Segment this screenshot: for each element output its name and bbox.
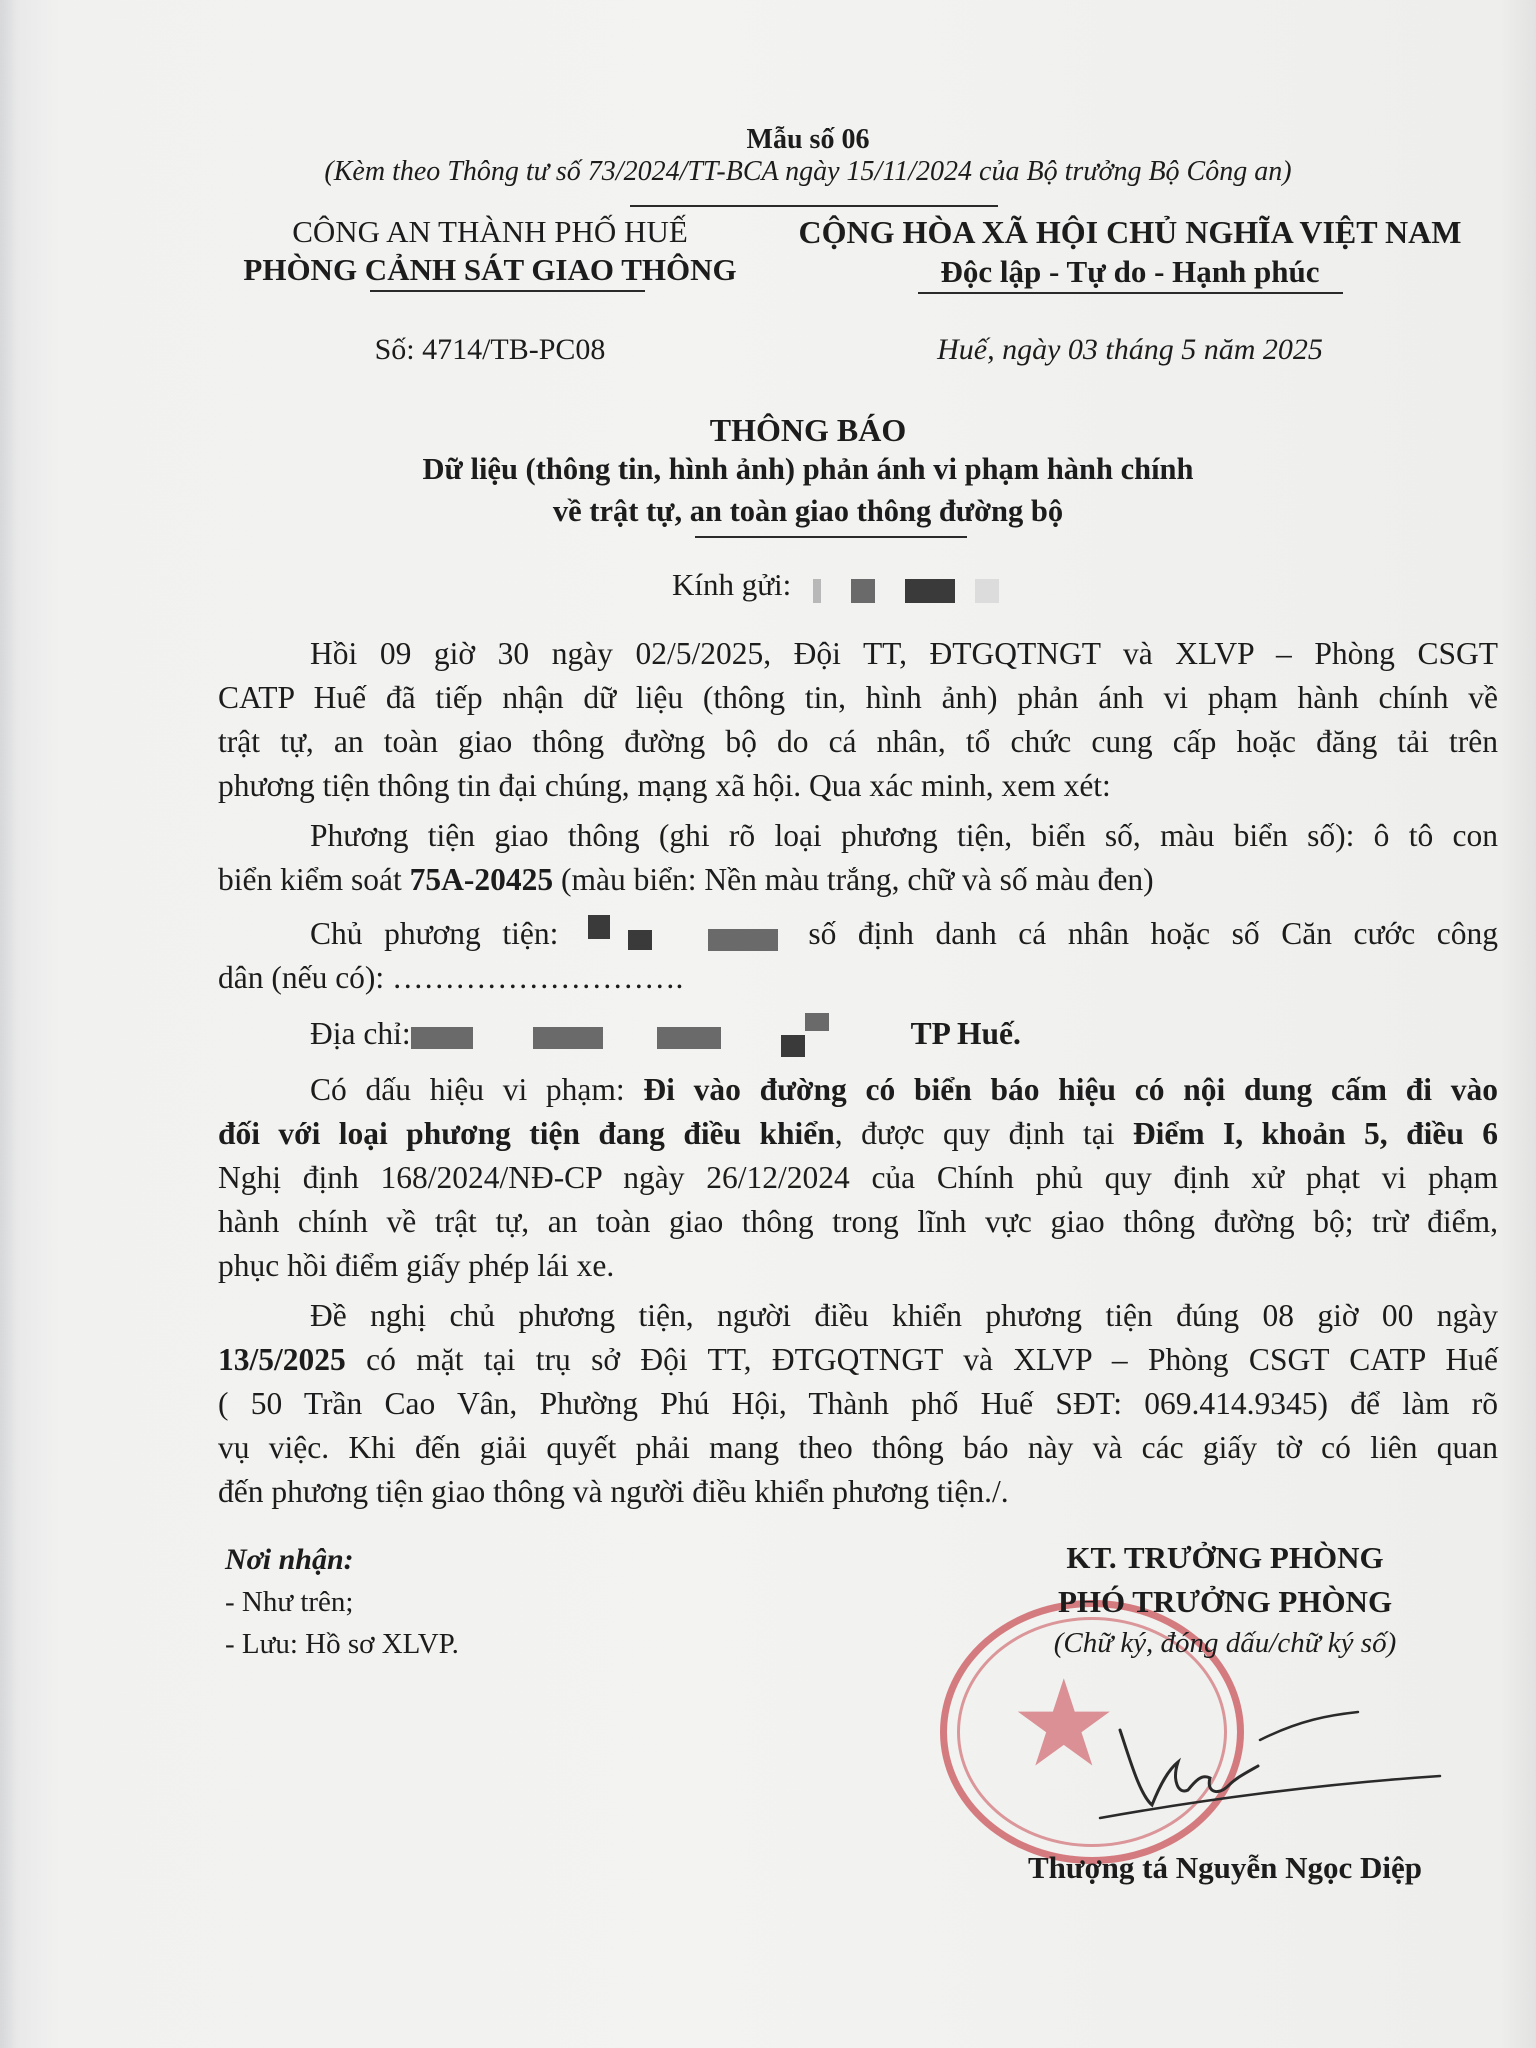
place-date: Huế, ngày 03 tháng 5 năm 2025 [937,333,1323,366]
paragraph-5 [218,1068,1498,1288]
address-label: Địa chỉ: [310,1016,411,1051]
paragraph-4 [218,1012,1498,1056]
p6-line1: Đề nghị chủ phương tiện, người điều khiển phương tiện đúng 08 giờ 00 ngày [310,1298,1498,1333]
redacted-address [411,1013,911,1053]
p6-line2 [218,1338,1498,1382]
p1-line1: Hồi 09 giờ 30 ngày 02/5/2025, Đội TT, ĐTGQTNGT và XLVP – Phòng CSGT [310,636,1498,671]
divider-top [630,205,998,207]
paragraph-3 [218,912,1498,1000]
paragraph-2 [218,814,1498,902]
regulation-article: Điểm I, khoản 5, điều 6 [1132,1116,1498,1151]
redacted-recipient [813,570,999,606]
p2-plate-color: (màu biển: Nền màu trắng, chữ và số màu đen) [553,862,1154,897]
p4-line1 [218,1012,1498,1056]
p6-line4: vụ việc. Khi đến giải quyết phải mang theo thông báo này và các giấy tờ có liên quan [218,1430,1498,1465]
p5-line1 [218,1068,1498,1112]
nation-line2: Độc lập - Tự do - Hạnh phúc [940,254,1320,289]
form-number: Mẫu số 06 [746,124,870,155]
p5-line2 [218,1112,1498,1156]
recipient-item-2: - Lưu: Hồ sơ XLVP. [225,1628,459,1660]
doc-subtitle-2: về trật tự, an toàn giao thông đường bộ [552,494,1064,528]
recipient-label: Kính gửi: [672,567,792,602]
paragraph-1 [218,632,1498,808]
p1-line3: trật tự, an toàn giao thông đường bộ do cá nhân, tổ chức cung cấp hoặc đăng tải trên [218,724,1498,759]
nation-line1: CỘNG HÒA XÃ HỘI CHỦ NGHĨA VIỆT NAM [798,214,1462,250]
license-plate: 75A-20425 [409,862,554,897]
p2-line2 [218,858,1498,902]
form-note: (Kèm theo Thông tư số 73/2024/TT-BCA ngày 15/11/2024 của Bộ trưởng Bộ Công an) [324,156,1292,187]
p3-line1 [218,912,1498,956]
p1-line4: phương tiện thông tin đại chúng, mạng xã hội. Qua xác minh, xem xét: [218,768,1111,803]
redacted-owner [558,915,808,959]
p5-line4: hành chính về trật tự, an toàn giao thông trong lĩnh vực giao thông đường bộ; trừ điểm, [218,1204,1498,1239]
paragraph-6 [218,1294,1498,1514]
violation-text-2: đối với loại phương tiện đang điều khiển [218,1116,835,1151]
regulation-label: , được quy định tại [834,1116,1133,1151]
address-city: TP Huế. [910,1016,1021,1051]
agency-underline [370,290,645,292]
p6-line5: đến phương tiện giao thông và người điều khiển phương tiện./. [218,1474,1009,1509]
p2-line1: Phương tiện giao thông (ghi rõ loại phương tiện, biển số, màu biển số): ô tô con [310,818,1498,853]
recipients-title: Nơi nhận: [225,1543,354,1576]
doc-title: THÔNG BÁO [709,412,907,448]
p3-line2: dân (nếu có): ………………………. [218,960,684,995]
title-underline [695,536,967,538]
owner-label: Chủ phương tiện: [310,916,559,951]
nation-underline [918,292,1343,294]
p5-line5: phục hồi điểm giấy phép lái xe. [218,1248,615,1283]
p6-line3: ( 50 Trần Cao Vân, Phường Phú Hội, Thành phố Huế SĐT: 069.414.9345) để làm rõ [218,1386,1498,1421]
signer-name: Thượng tá Nguyễn Ngọc Diệp [1027,1850,1423,1885]
appointment-date: 13/5/2025 [218,1342,346,1377]
doc-subtitle-1: Dữ liệu (thông tin, hình ảnh) phản ánh vi phạm hành chính [422,452,1194,486]
doc-number: Số: 4714/TB-PC08 [374,333,606,366]
agency-line1: CÔNG AN THÀNH PHỐ HUẾ [292,214,688,249]
signature-line3: (Chữ ký, đóng dấu/chữ ký số) [1053,1627,1397,1659]
recipient-item-1: - Như trên; [225,1586,354,1618]
agency-line2: PHÒNG CẢNH SÁT GIAO THÔNG [243,252,737,287]
stamp-star-icon: ★ [1010,1655,1118,1794]
signature-line2: PHÓ TRƯỞNG PHÒNG [1057,1584,1393,1619]
handwritten-signature [1060,1700,1460,1830]
signature-line1: KT. TRƯỞNG PHÒNG [1066,1540,1384,1575]
violation-text-1: Đi vào đường có biển báo hiệu có nội dung cấm đi vào [643,1072,1498,1107]
p2-plate-label: biển kiểm soát [218,862,410,897]
recipient-line [672,567,999,606]
violation-label: Có dấu hiệu vi phạm: [310,1072,644,1107]
p1-line2: CATP Huế đã tiếp nhận dữ liệu (thông tin, hình ảnh) phản ánh vi phạm hành chính về [218,680,1498,715]
owner-id-label: số định danh cá nhân hoặc số Căn cước công [808,916,1498,951]
appointment-place: có mặt tại trụ sở Đội TT, ĐTGQTNGT và XLVP – Phòng CSGT CATP Huế [345,1342,1498,1377]
p5-line3: Nghị định 168/2024/NĐ-CP ngày 26/12/2024 của Chính phủ quy định xử phạt vi phạm [218,1160,1498,1195]
